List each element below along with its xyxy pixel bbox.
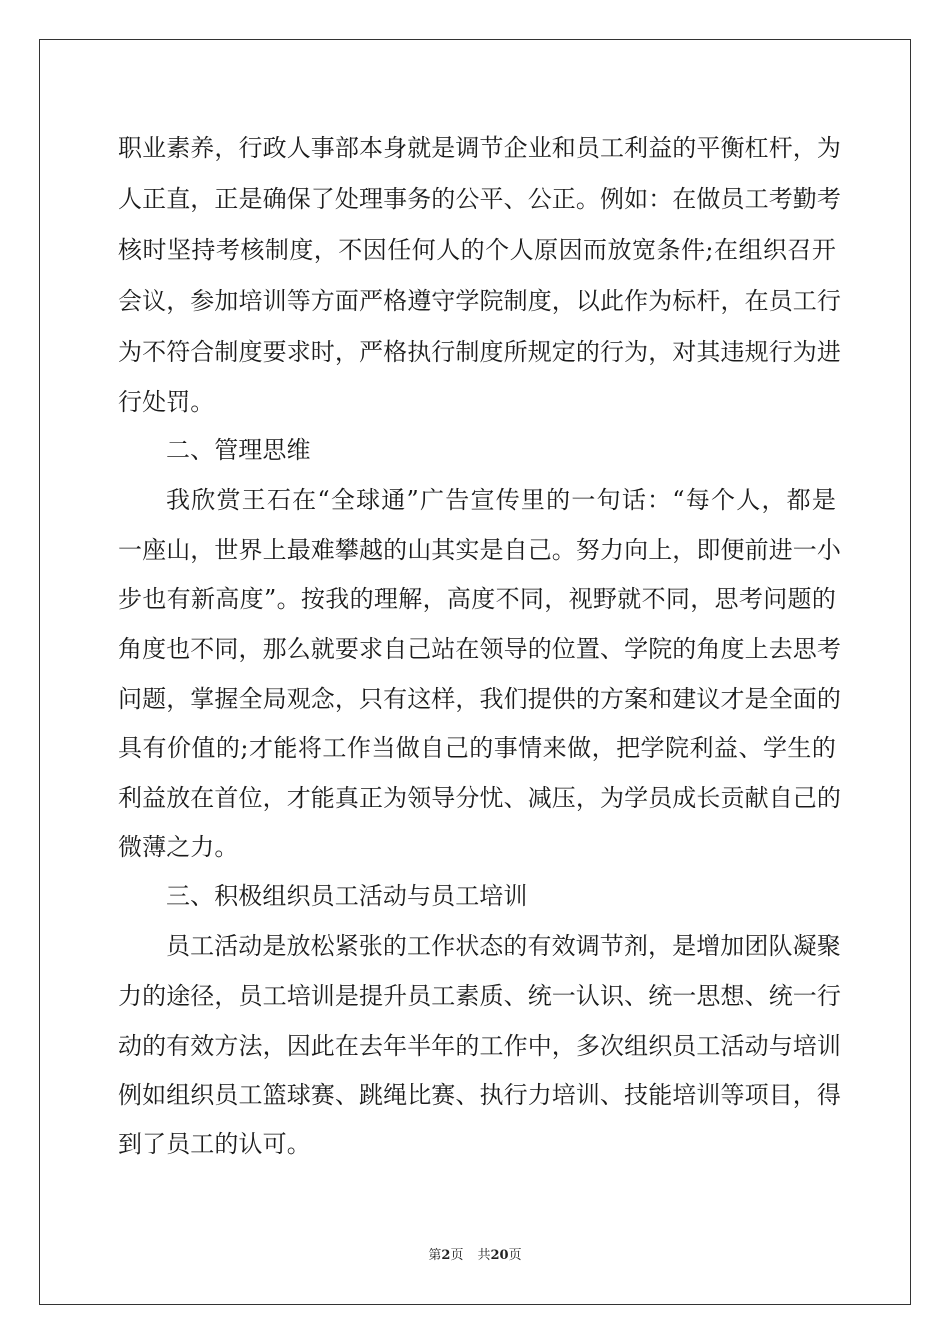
total-pages: 20 bbox=[490, 1248, 509, 1263]
paragraph-1-line-4: 会议，参加培训等方面严格遵守学院制度，以此作为标杆，在员工行 bbox=[118, 287, 841, 315]
paragraph-2-line-7: 利益放在首位，才能真正为领导分忧、减压，为学员成长贡献自己的 bbox=[118, 784, 841, 812]
page-suffix: 页 bbox=[450, 1248, 464, 1263]
paragraph-1-line-1: 职业素养，行政人事部本身就是调节企业和员工利益的平衡杠杆，为 bbox=[118, 134, 841, 162]
paragraph-2-line-4: 角度也不同，那么就要求自己站在领导的位置、学院的角度上去思考 bbox=[118, 635, 841, 663]
paragraph-3-line-2: 力的途径，员工培训是提升员工素质、统一认识、统一思想、统一行 bbox=[118, 982, 841, 1010]
total-suffix: 页 bbox=[508, 1248, 522, 1263]
page-footer bbox=[0, 1247, 950, 1265]
paragraph-1-line-5: 为不符合制度要求时，严格执行制度所规定的行为，对其违规行为进 bbox=[118, 338, 841, 366]
page-prefix: 第 bbox=[428, 1248, 442, 1263]
paragraph-1-line-2: 人正直，正是确保了处理事务的公平、公正。例如：在做员工考勤考 bbox=[118, 185, 841, 213]
paragraph-2-line-3: 步也有新高度”。按我的理解，高度不同，视野就不同，思考问题的 bbox=[118, 585, 836, 613]
paragraph-3-line-3: 动的有效方法，因此在去年半年的工作中，多次组织员工活动与培训 bbox=[118, 1032, 841, 1060]
section-heading-management-thinking: 二、管理思维 bbox=[166, 436, 311, 464]
paragraph-2-line-6: 具有价值的;才能将工作当做自己的事情来做，把学院利益、学生的 bbox=[118, 734, 836, 762]
paragraph-1-line-3: 核时坚持考核制度，不因任何人的个人原因而放宽条件;在组织召开 bbox=[118, 236, 836, 264]
paragraph-2-line-1: 我欣赏王石在“全球通”广告宣传里的一句话：“每个人，都是 bbox=[166, 486, 836, 514]
total-prefix: 共 bbox=[477, 1248, 491, 1263]
paragraph-3-line-5: 到了员工的认可。 bbox=[118, 1130, 311, 1158]
paragraph-2-line-5: 问题，掌握全局观念，只有这样，我们提供的方案和建议才是全面的 bbox=[118, 685, 841, 713]
section-heading-employee-activities: 三、积极组织员工活动与员工培训 bbox=[166, 882, 528, 910]
paragraph-1-line-6: 行处罚。 bbox=[118, 388, 215, 416]
paragraph-2-line-2: 一座山，世界上最难攀越的山其实是自己。努力向上，即便前进一小 bbox=[118, 536, 841, 564]
paragraph-3-line-1: 员工活动是放松紧张的工作状态的有效调节剂，是增加团队凝聚 bbox=[166, 932, 841, 960]
page-border bbox=[39, 39, 911, 1305]
page-number: 2 bbox=[441, 1248, 451, 1263]
paragraph-3-line-4: 例如组织员工篮球赛、跳绳比赛、执行力培训、技能培训等项目，得 bbox=[118, 1081, 841, 1109]
paragraph-2-line-8: 微薄之力。 bbox=[118, 833, 239, 861]
